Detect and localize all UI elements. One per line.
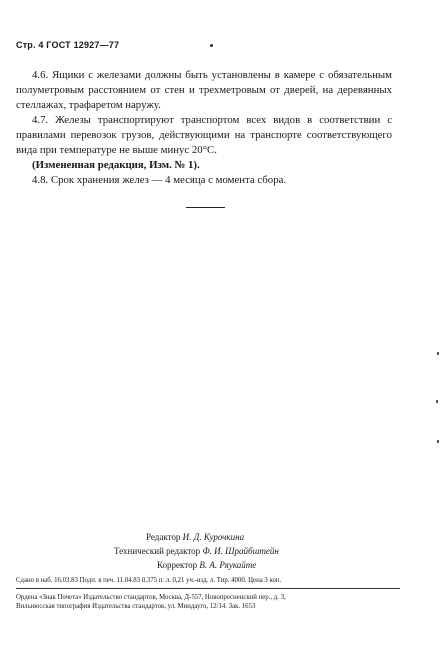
margin-speck: [437, 440, 439, 443]
imprint-block: [16, 576, 400, 611]
corrector-name: В. А. Ряукайте: [199, 560, 257, 570]
margin-speck: [436, 400, 438, 403]
tech-editor-name: Ф. И. Шрайбштейн: [202, 546, 279, 556]
paragraph-4-7: 4.7. Железы транспортируют транспортом всех видов в соответствии с правилами перевозок грузов, действующими на транспорте соответствующего вида при температуре не выше минус 20°C.: [16, 114, 392, 156]
amendment-note: (Измененная редакция, Изм. № 1).: [32, 159, 200, 171]
corrector-line: [157, 558, 256, 572]
tech-editor-role: Технический редактор: [114, 546, 201, 556]
imprint-publisher: Ордена «Знак Почета» Издательство стандартов, Москва, Д-557, Новопресненский пер., д. 3,: [16, 594, 286, 601]
editor-name: И. Д. Курочкина: [182, 532, 245, 542]
section-divider: [186, 207, 225, 208]
paragraph-4-6: 4.6. Ящики с железами должны быть установлены в камере с обязательным полуметровым расстоянием от стен и трехметровым от дверей, на деревянных стеллажах, трафаретом наружу.: [16, 69, 392, 111]
credits-block: [0, 530, 443, 572]
editor-line: [146, 530, 244, 544]
imprint-printer: Вильнюсская типография Издательства стандартов, ул. Миндауго, 12/14. Зак. 1653: [16, 603, 256, 610]
page-header: Стр. 4 ГОСТ 12927—77: [16, 40, 120, 50]
imprint-print-data: Сдано в наб. 16.03.83 Подп. в печ. 11.04.83 0,375 п. л. 0,21 уч.-изд. л. Тир. 4000. Цена 3 коп.: [16, 576, 400, 589]
editor-role: Редактор: [146, 532, 181, 542]
document-body: [16, 68, 392, 188]
paragraph-4-8: 4.8. Срок хранения желез — 4 месяца с момента сбора.: [32, 174, 287, 186]
corrector-role: Корректор: [157, 560, 198, 570]
tech-editor-line: [114, 544, 279, 558]
print-speck: [210, 44, 213, 47]
margin-speck: [437, 352, 439, 355]
